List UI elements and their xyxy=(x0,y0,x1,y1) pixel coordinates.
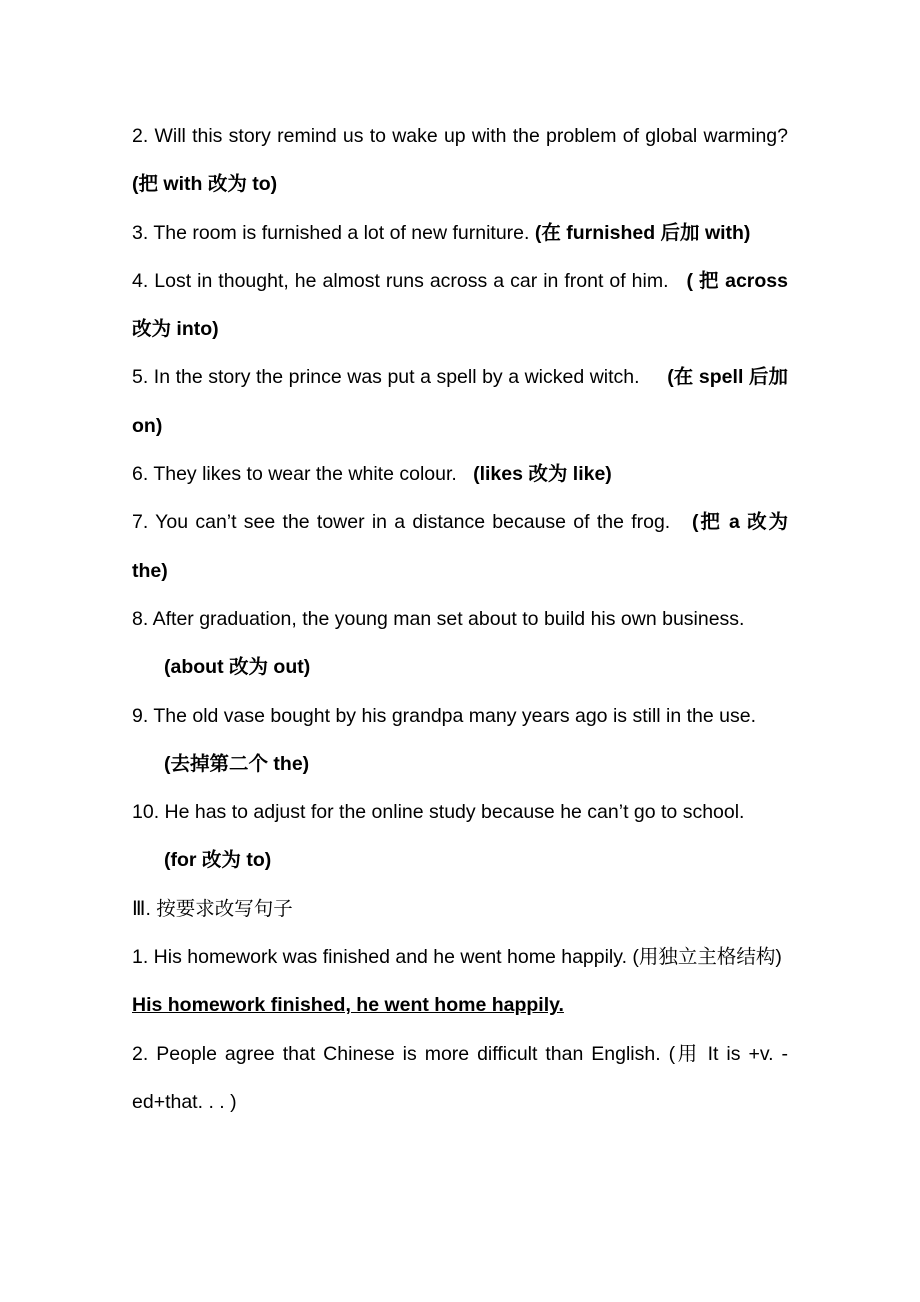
exercise-item xyxy=(132,353,788,450)
exercise-item xyxy=(132,209,788,257)
correction: ( 把 across 改为 into) xyxy=(132,269,788,341)
exercise-item xyxy=(132,498,788,595)
correction: (去掉第二个 the) xyxy=(164,752,310,775)
exercise-item xyxy=(132,112,788,209)
correction: (for 改为 to) xyxy=(164,849,272,872)
correction: (about 改为 out) xyxy=(164,656,311,679)
sentence: 3. The room is furnished a lot of new furniture. xyxy=(132,221,530,244)
exercise-item xyxy=(132,788,788,836)
question-1: 1. His homework was finished and he went home happily. (用独立主格结构) xyxy=(132,946,782,969)
correction: (把 with 改为 to) xyxy=(132,173,278,196)
correction: (把 a 改为 the) xyxy=(132,511,788,582)
question-2: 2. People agree that Chinese is more difficult than English. (用 It is +v. -ed+that. . . ) xyxy=(132,1042,788,1113)
sentence: 2. Will this story remind us to wake up with the problem of global warming? xyxy=(132,125,788,147)
sentence: 9. The old vase bought by his grandpa many years ago is still in the use. xyxy=(132,704,757,727)
correction: (在 spell 后加 on) xyxy=(132,366,788,437)
section-heading: Ⅲ. 按要求改写句子 xyxy=(132,897,293,920)
exercise-item xyxy=(132,692,788,740)
sentence: 10. He has to adjust for the online study because he can’t go to school. xyxy=(132,801,745,824)
sentence: 6. They likes to wear the white colour. xyxy=(132,463,457,486)
exercise-item xyxy=(132,450,788,498)
correction: (在 furnished 后加 with) xyxy=(534,221,751,244)
document-page xyxy=(132,112,788,1126)
exercise-item xyxy=(132,595,788,643)
sentence: 7. You can’t see the tower in a distance because of the frog. xyxy=(132,511,671,534)
answer-1: His homework finished, he went home happily. xyxy=(132,994,564,1017)
correction: (likes 改为 like) xyxy=(473,463,612,486)
sentence: 4. Lost in thought, he almost runs across a car in front of him. xyxy=(132,269,669,292)
sentence: 5. In the story the prince was put a spell by a wicked witch. xyxy=(132,366,640,389)
sentence: 8. After graduation, the young man set about to build his own business. xyxy=(132,607,745,630)
exercise-item xyxy=(132,257,788,354)
